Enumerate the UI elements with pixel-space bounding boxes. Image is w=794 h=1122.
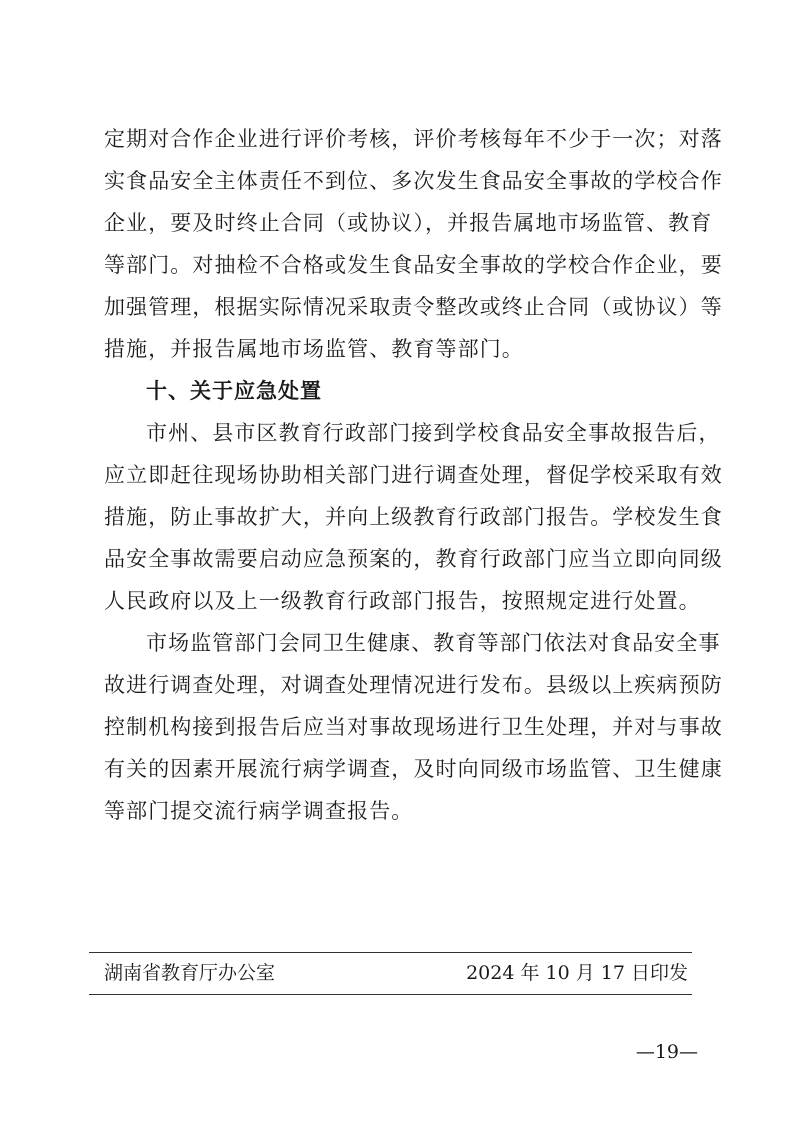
page-number: —19— [635,1041,698,1063]
paragraph-1-line-5: 加强管理，根据实际情况采取责令整改或终止合同（或协议）等 [104,295,723,319]
paragraph-3-line-1: 市场监管部门会同卫生健康、教育等部门依法对食品安全事 [146,631,721,655]
paragraph-1-line-3: 企业，要及时终止合同（或协议），并报告属地市场监管、教育 [104,211,713,235]
paragraph-3-line-2: 故进行调查处理，对调查处理情况进行发布。县级以上疾病预防 [104,673,723,697]
paragraph-1-line-1: 定期对合作企业进行评价考核，评价考核每年不少于一次；对落 [104,127,723,151]
paragraph-2-line-3: 措施，防止事故扩大，并向上级教育行政部门报告。学校发生食 [104,505,723,529]
paragraph-2-line-1: 市州、县市区教育行政部门接到学校食品安全事故报告后， [146,421,721,445]
paragraph-3-line-4: 有关的因素开展流行病学调查，及时向同级市场监管、卫生健康 [104,757,723,781]
paragraph-3-line-3: 控制机构接到报告后应当对事故现场进行卫生处理，并对与事故 [104,715,723,739]
paragraph-2-line-2: 应立即赶往现场协助相关部门进行调查处理，督促学校采取有效 [104,463,723,487]
issue-date: 2024 年 10 月 17 日印发 [466,962,688,984]
paragraph-1-line-4: 等部门。对抽检不合格或发生食品安全事故的学校合作企业，要 [104,253,723,277]
paragraph-2-line-4: 品安全事故需要启动应急预案的，教育行政部门应当立即向同级 [104,547,723,571]
issuer-name: 湖南省教育厅办公室 [104,962,276,984]
footer-top-rule [89,952,692,953]
paragraph-2-line-5: 人民政府以及上一级教育行政部门报告，按照规定进行处置。 [104,589,701,613]
paragraph-1-line-6: 措施，并报告属地市场监管、教育等部门。 [104,337,524,361]
footer-bottom-rule [89,994,692,995]
section-heading: 十、关于应急处置 [146,379,322,403]
paragraph-3-line-5: 等部门提交流行病学调查报告。 [104,799,414,823]
paragraph-1-line-2: 实食品安全主体责任不到位、多次发生食品安全事故的学校合作 [104,169,723,193]
